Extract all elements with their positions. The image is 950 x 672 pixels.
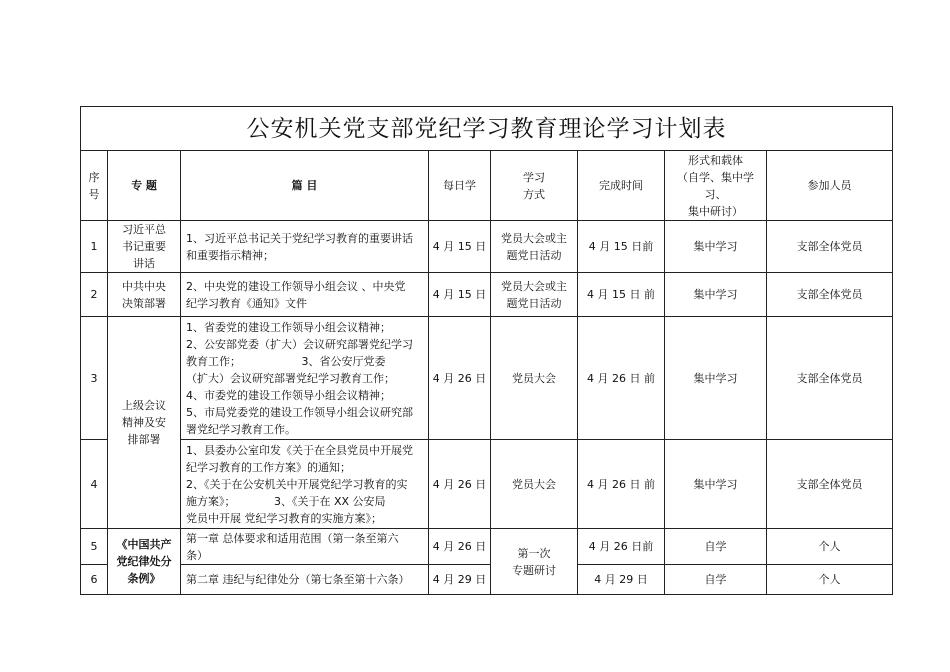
row-form: 自学 [665,565,767,595]
row-deadline: 4 月 29 日 [578,565,665,595]
header-participants: 参加人员 [767,151,893,221]
row-deadline: 4 月 15 日 前 [578,273,665,317]
row-topic: 中共中央 决策部署 [108,273,181,317]
header-deadline: 完成时间 [578,151,665,221]
row-seq: 6 [81,565,108,595]
header-form: 形式和载体 （自学、集中学习、 集中研讨） [665,151,767,221]
row-seq: 2 [81,273,108,317]
row-method: 第一次 专题研讨 [491,529,578,595]
header-article: 篇 目 [181,151,429,221]
row-form: 自学 [665,529,767,565]
row-deadline: 4 月 15 日前 [578,221,665,273]
row-form: 集中学习 [665,317,767,440]
row-topic: 上级会议 精神及安 排部署 [108,317,181,529]
row-article: 1、县委办公室印发《关于在全县党员中开展党 纪学习教育的工作方案》的通知； 2、《关于在公安机关中开展党纪学习教育的实 施方案》； 3、《关于在 XX 公安局 党员中开展 党纪学习教育的实施方案》； [181,440,429,529]
header-topic: 专 题 [108,151,181,221]
row-participants: 支部全体党员 [767,440,893,529]
row-article: 1、省委党的建设工作领导小组会议精神； 2、公安部党委（扩大）会议研究部署党纪学习 教育工作； 3、省公安厅党委 （扩大）会议研究部署党纪学习教育工作； 4、市委党的建设工作领导小组会议精神； 5、市局党委党的建设工作领导小组会议研究部 署党纪学习教育工作。 [181,317,429,440]
study-plan-table [80,106,893,595]
row-participants: 个人 [767,529,893,565]
row-method: 党员大会 [491,440,578,529]
row-article: 第一章 总体要求和适用范围（第一条至第六 条） [181,529,429,565]
table-row [81,273,893,317]
table-row [81,221,893,273]
row-deadline: 4 月 26 日 前 [578,317,665,440]
row-form: 集中学习 [665,440,767,529]
table-row [81,565,893,595]
table-row [81,529,893,565]
row-daily: 4 月 29 日 [429,565,491,595]
row-seq: 5 [81,529,108,565]
row-article: 1、习近平总书记关于党纪学习教育的重要讲话 和重要指示精神； [181,221,429,273]
row-topic: 《中国共产 党纪律处分 条例》 [108,529,181,595]
table-row [81,440,893,529]
row-daily: 4 月 26 日 [429,440,491,529]
row-article: 第二章 违纪与纪律处分（第七条至第十六条） [181,565,429,595]
row-deadline: 4 月 26 日前 [578,529,665,565]
header-daily: 每日学 [429,151,491,221]
row-form: 集中学习 [665,221,767,273]
row-participants: 个人 [767,565,893,595]
row-daily: 4 月 15 日 [429,273,491,317]
header-seq: 序 号 [81,151,108,221]
row-daily: 4 月 26 日 [429,317,491,440]
row-seq: 3 [81,317,108,440]
row-seq: 1 [81,221,108,273]
row-method: 党员大会 [491,317,578,440]
header-row [81,151,893,221]
row-seq: 4 [81,440,108,529]
row-participants: 支部全体党员 [767,273,893,317]
table-row [81,317,893,440]
row-daily: 4 月 26 日 [429,529,491,565]
row-daily: 4 月 15 日 [429,221,491,273]
header-method: 学习 方式 [491,151,578,221]
row-method: 党员大会或主 题党日活动 [491,273,578,317]
row-participants: 支部全体党员 [767,221,893,273]
row-method: 党员大会或主 题党日活动 [491,221,578,273]
row-deadline: 4 月 26 日 前 [578,440,665,529]
row-participants: 支部全体党员 [767,317,893,440]
page-title: 公安机关党支部党纪学习教育理论学习计划表 [81,107,893,151]
row-article: 2、中央党的建设工作领导小组会议 、中央党 纪学习教育《通知》文件 [181,273,429,317]
row-topic: 习近平总 书记重要 讲话 [108,221,181,273]
row-form: 集中学习 [665,273,767,317]
